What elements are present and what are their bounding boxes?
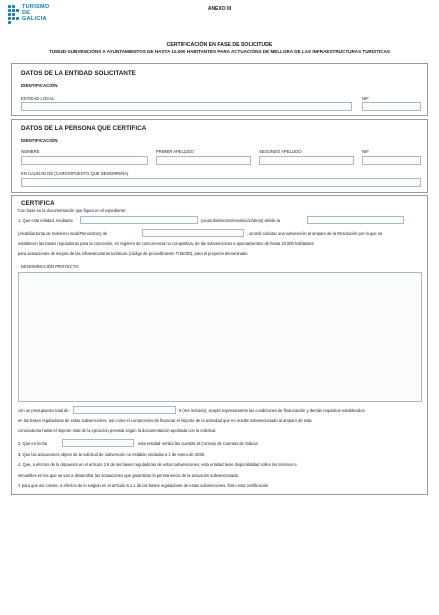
certifier-section xyxy=(11,119,428,193)
second-surname-label: SEGUNDO APELLIDO xyxy=(259,149,302,154)
budget-text-c: en las bases reguladoras de estas subvenciones, así como el compromiso de financiar el importe de la actividad que no resulte subvencionado al amparo de esta xyxy=(18,418,312,423)
p1-text-e: establecen las bases reguladoras para la concesión, en régimen de concurrencia no competitiva, de las subvenciones a ayuntamientos de hasta 10.000 habitantes xyxy=(18,241,314,246)
first-surname-field[interactable] xyxy=(156,156,251,165)
budget-text-a: con un presupuesto total de xyxy=(18,408,69,413)
p4-text-b: inmuebles en los que se van a desarrollar las actuaciones que garantizan la permanencia de la actuación subvencionada. xyxy=(18,473,239,478)
certifier-section-heading: DATOS DE LA PERSONA QUE CERTIFICA xyxy=(21,125,147,132)
certify-intro: Con base en la documentación que figura en el expediente: xyxy=(18,208,127,213)
entity-section-heading: DATOS DE LA ENTIDAD SOLICITANTE xyxy=(21,70,136,77)
first-name-label: NOMBRE xyxy=(21,149,40,154)
p1-text-a: 1. Que esta entidad, mediante xyxy=(18,218,73,223)
budget-amount-field[interactable] xyxy=(73,406,176,414)
body-date-field[interactable] xyxy=(142,229,244,237)
p2-text-b: esta entidad remitió las cuentas al Consejo de Cuentas de Galicia. xyxy=(138,441,259,446)
certifier-identification-label: IDENTIFICACIÓN xyxy=(21,138,58,143)
agreement-type-field[interactable] xyxy=(80,216,198,224)
p2-text-a: 2. Que en fecha xyxy=(18,441,48,446)
budget-text-b: € (IVA incluido), aceptó expresamente las condiciones de financiación y demás requisitos establecidos xyxy=(179,408,365,413)
certifier-nif-label: NIF xyxy=(362,149,369,154)
logo-line-2: DE xyxy=(22,10,31,16)
project-name-textarea[interactable] xyxy=(18,272,422,402)
certify-section-heading: CERTIFICA xyxy=(21,200,55,207)
entity-identification-label: IDENTIFICACIÓN xyxy=(21,83,58,88)
certify-section xyxy=(11,195,428,495)
entity-section xyxy=(11,63,428,116)
p3-text: 3. Que las actuaciones objeto de la solicitud de subvención no estaban iniciadas a 1 de enero de 2025. xyxy=(18,452,206,457)
p1-text-c: (Alcaldía/Junta de Gobierno local/Pleno/otros) de xyxy=(18,231,108,236)
annex-label: ANEXO III xyxy=(207,6,232,12)
project-name-label: DENOMINACIÓN PROYECTO xyxy=(21,264,79,269)
role-field[interactable] xyxy=(21,178,421,187)
p1-text-d: , acordó solicitar una subvención al amparo de la Resolución por la que se xyxy=(247,231,383,236)
document-subtitle: TU503D-SUBVENCIÓNS A AYUNTAMIENTOS DE HASTA 10.000 HABITANTES PARA ACTUACIÓNS DE MELLORA DE LAS INFRAESTRUCTURAS TURÍSTICAS xyxy=(49,49,390,54)
role-label: EN CALIDAD DE (CARGO/PUESTO QUE DESEMPEÑA) xyxy=(21,171,129,176)
logo-line-3: GALICIA xyxy=(22,16,47,22)
entity-name-field[interactable] xyxy=(21,102,352,111)
accounts-date-field[interactable] xyxy=(62,439,134,447)
document-title: CERTIFICACIÓN EN FASE DE SOLICITUDE xyxy=(166,42,273,48)
entity-nif-field[interactable] xyxy=(362,102,421,111)
certifier-nif-field[interactable] xyxy=(362,156,421,165)
budget-text-d: convocatoria hasta el importe total de la ejecución prevista según la documentación aportada con la solicitud. xyxy=(18,428,217,433)
closing-text: Y para que así conste, a efectos de lo exigido en el artículo 6.1.1 de las bases reguladoras de estas subvenciones, firmo esta certificación. xyxy=(18,483,270,488)
p1-text-f: para actuaciones de mejora de las infraestructuras turísticas (código de procedimiento TU503D), para el proyecto denominado xyxy=(18,251,248,256)
first-surname-label: PRIMER APELLIDO xyxy=(156,149,194,154)
p4-text-a: 4. Que, a efectos de lo dispuesto en el artículo 2.6 de las bases reguladoras de estas subvenciones, esta entidad tiene disponibilidad sobre los terrenos e xyxy=(18,462,297,467)
first-name-field[interactable] xyxy=(21,156,148,165)
second-surname-field[interactable] xyxy=(259,156,354,165)
entity-name-label: ENTIDAD LOCAL xyxy=(21,96,55,101)
p1-text-b: (acuerdo/decreto/resolución/otros) del/de la xyxy=(201,218,280,223)
agreement-date-field[interactable] xyxy=(307,216,404,224)
entity-nif-label: NIF xyxy=(362,96,369,101)
logo-line-1: TURISMO xyxy=(22,4,50,10)
